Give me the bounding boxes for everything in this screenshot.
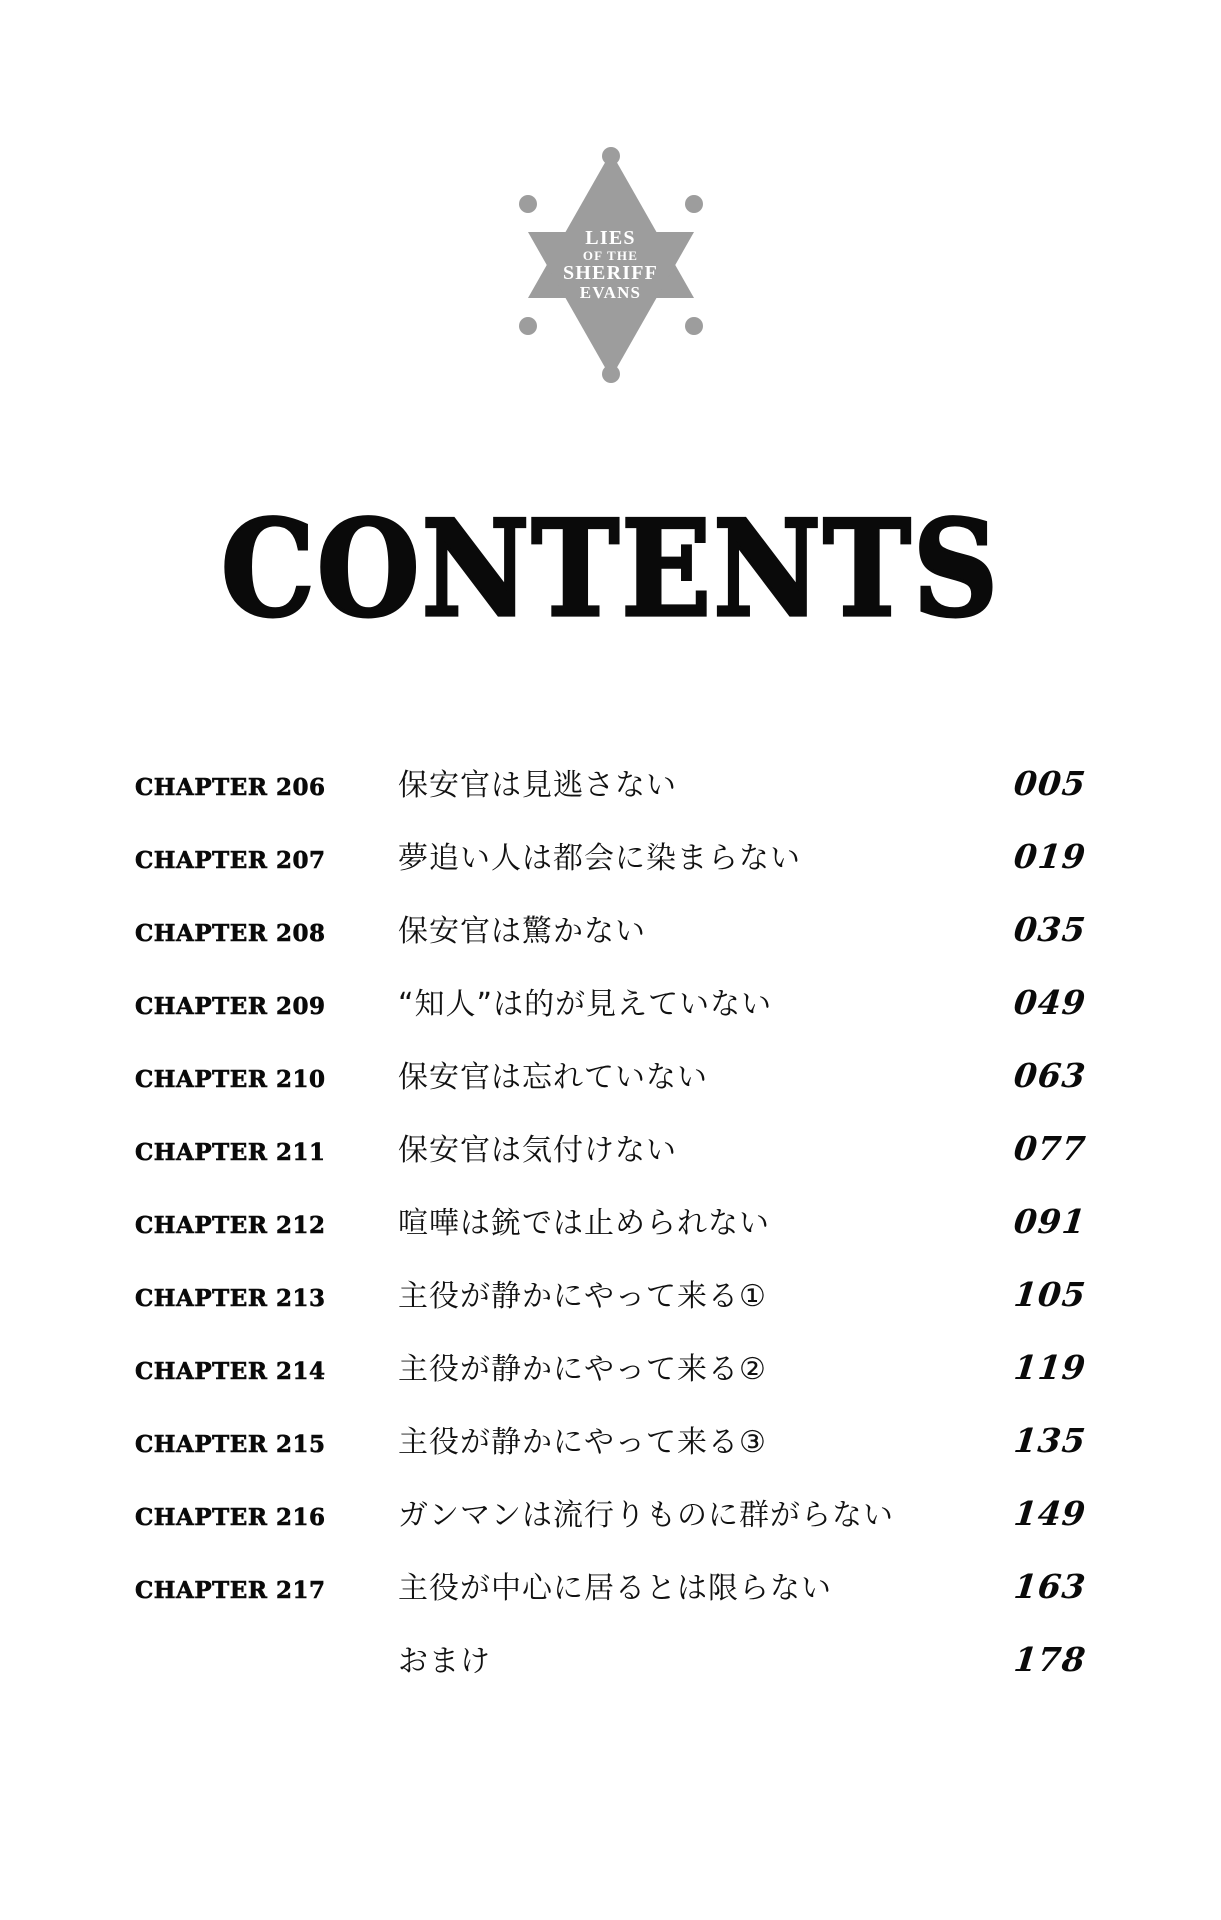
- chapter-title: おまけ: [398, 1644, 491, 1679]
- page-title: CONTENTS: [220, 490, 1001, 647]
- chapter-label: CHAPTER 210: [135, 1066, 326, 1093]
- list-item: [135, 1052, 1089, 1125]
- page-number: 019: [1012, 837, 1089, 876]
- page-number: 005: [1012, 764, 1089, 803]
- list-item: [135, 906, 1089, 979]
- badge-line-sheriff: SHERIFF: [562, 261, 659, 284]
- chapter-label: CHAPTER 217: [135, 1577, 326, 1604]
- badge-line-lies: LIES: [585, 227, 636, 250]
- chapter-label: CHAPTER 216: [135, 1504, 326, 1531]
- page-number: 063: [1012, 1056, 1089, 1095]
- list-item: [135, 1490, 1089, 1563]
- chapter-title: ガンマンは流行りものに群がらない: [398, 1498, 894, 1533]
- table-of-contents: [0, 760, 1221, 1709]
- list-item: [135, 1125, 1089, 1198]
- page-number: 105: [1012, 1275, 1089, 1314]
- chapter-title: 保安官は見逃さない: [398, 768, 677, 803]
- page-number: 119: [1012, 1348, 1089, 1387]
- chapter-label: CHAPTER 208: [135, 920, 326, 947]
- badge-line-evans: EVANS: [579, 282, 642, 302]
- chapter-title: 保安官は忘れていない: [398, 1060, 708, 1095]
- chapter-label: CHAPTER 214: [135, 1358, 326, 1385]
- chapter-title: 主役が静かにやって来る③: [398, 1425, 767, 1460]
- page-number: 163: [1012, 1567, 1089, 1606]
- chapter-label: CHAPTER 209: [135, 993, 326, 1020]
- badge-line-ofthe: OF THE: [582, 248, 639, 264]
- chapter-title: “知人”は的が見えていない: [398, 987, 773, 1022]
- badge-container: [0, 140, 1221, 390]
- chapter-label: CHAPTER 207: [135, 847, 326, 874]
- chapter-title: 主役が静かにやって来る②: [398, 1352, 767, 1387]
- page-number: 091: [1012, 1202, 1089, 1241]
- list-item: [135, 760, 1089, 833]
- list-item: [135, 1636, 1089, 1709]
- chapter-label: CHAPTER 211: [135, 1139, 326, 1166]
- list-item: [135, 979, 1089, 1052]
- page-number: 077: [1012, 1129, 1089, 1168]
- sheriff-star-badge-icon: [486, 140, 736, 390]
- chapter-title: 夢追い人は都会に染まらない: [398, 841, 801, 876]
- chapter-title: 保安官は気付けない: [398, 1133, 677, 1168]
- chapter-label: CHAPTER 213: [135, 1285, 326, 1312]
- chapter-label: CHAPTER 215: [135, 1431, 326, 1458]
- page-number: 149: [1012, 1494, 1089, 1533]
- chapter-title: 保安官は驚かない: [398, 914, 646, 949]
- page-number: 035: [1012, 910, 1089, 949]
- list-item: [135, 833, 1089, 906]
- list-item: [135, 1563, 1089, 1636]
- chapter-title: 主役が中心に居るとは限らない: [398, 1571, 832, 1606]
- chapter-title: 喧嘩は銃では止められない: [398, 1206, 770, 1241]
- chapter-title: 主役が静かにやって来る①: [398, 1279, 767, 1314]
- list-item: [135, 1198, 1089, 1271]
- list-item: [135, 1417, 1089, 1490]
- chapter-label: CHAPTER 206: [135, 774, 326, 801]
- list-item: [135, 1271, 1089, 1344]
- chapter-label: CHAPTER 212: [135, 1212, 326, 1239]
- page-number: 049: [1012, 983, 1089, 1022]
- page-number: 178: [1012, 1640, 1089, 1679]
- list-item: [135, 1344, 1089, 1417]
- page-number: 135: [1012, 1421, 1089, 1460]
